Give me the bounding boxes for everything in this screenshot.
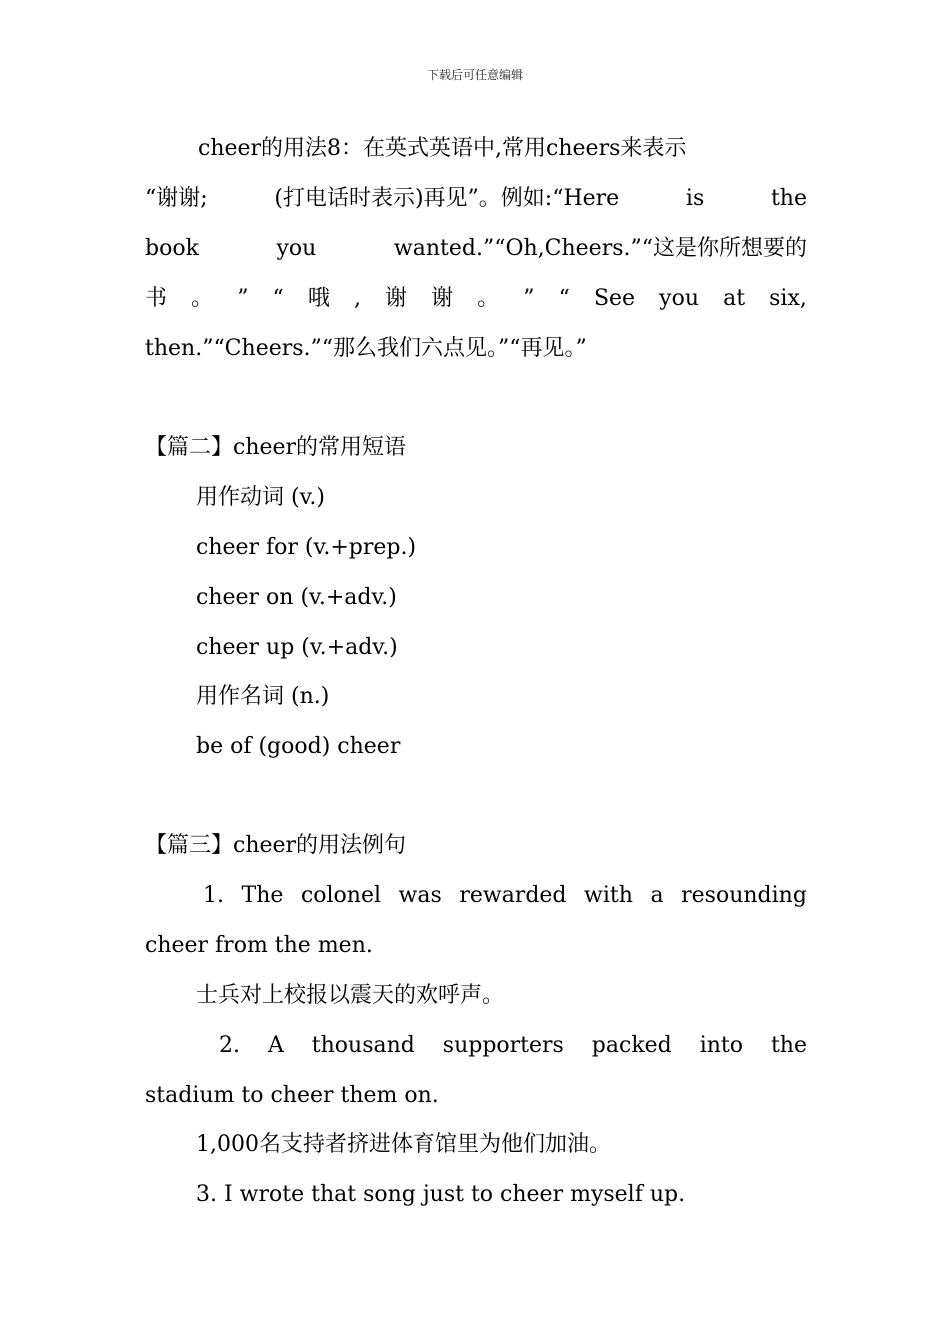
- word: “: [272, 286, 284, 311]
- word: book: [145, 236, 199, 261]
- word: the: [770, 186, 807, 211]
- word: 哦: [307, 286, 330, 311]
- word: is: [685, 186, 705, 211]
- word: 谢: [431, 286, 454, 311]
- word: ”: [237, 286, 249, 311]
- word: a: [650, 883, 664, 908]
- word: (打电话时表示)再见”。例如:“Here: [274, 186, 620, 211]
- paragraph-line: cheer的用法8：在英式英语中,常用cheers来表示: [198, 136, 687, 161]
- word: 谢: [385, 286, 408, 311]
- word: A: [267, 1033, 284, 1058]
- paragraph-line: [145, 184, 807, 214]
- paragraph-line: then.”“Cheers.”“那么我们六点见。”“再见。”: [145, 336, 587, 361]
- example-line: cheer from the men.: [145, 933, 373, 958]
- example-line: [219, 1031, 807, 1061]
- example-line: stadium to cheer them on.: [145, 1083, 439, 1108]
- word: supporters: [442, 1033, 564, 1058]
- phrase-item: cheer for (v.+prep.): [196, 535, 417, 560]
- word: at: [723, 286, 746, 311]
- paragraph-line: [145, 234, 807, 264]
- word: thousand: [311, 1033, 415, 1058]
- word: “: [558, 286, 570, 311]
- word: The: [241, 883, 284, 908]
- phrase-item: be of (good) cheer: [196, 734, 401, 759]
- phrase-item: 用作名词 (n.): [196, 684, 330, 709]
- word: with: [584, 883, 633, 908]
- section-title: 【篇三】cheer的用法例句: [145, 833, 407, 858]
- word: See: [593, 286, 636, 311]
- example-line: [203, 881, 807, 911]
- word: 。: [477, 286, 500, 311]
- example-translation: 士兵对上校报以震天的欢呼声。: [196, 983, 505, 1008]
- word: wanted.”“Oh,Cheers.”“这是你所想要的: [393, 236, 807, 261]
- word: ”: [523, 286, 535, 311]
- word: resounding: [681, 883, 807, 908]
- word: 书: [145, 286, 168, 311]
- word: colonel: [300, 883, 382, 908]
- phrase-item: 用作动词 (v.): [196, 485, 325, 510]
- word: you: [276, 236, 317, 261]
- example-line: 3. I wrote that song just to cheer myself up.: [196, 1182, 686, 1207]
- phrase-item: cheer up (v.+adv.): [196, 635, 398, 660]
- word: “谢谢;: [145, 186, 208, 211]
- example-translation: 1,000名支持者挤进体育馆里为他们加油。: [196, 1132, 611, 1157]
- word: six,: [769, 286, 807, 311]
- word: the: [770, 1033, 807, 1058]
- word: into: [699, 1033, 743, 1058]
- word: ,: [353, 286, 361, 311]
- page-header: 下载后可任意编辑: [426, 68, 523, 82]
- word: rewarded: [459, 883, 567, 908]
- word: 1.: [203, 883, 224, 908]
- phrase-item: cheer on (v.+adv.): [196, 585, 397, 610]
- section-title: 【篇二】cheer的常用短语: [145, 435, 407, 460]
- paragraph-line: [145, 284, 807, 314]
- word: was: [398, 883, 442, 908]
- word: you: [659, 286, 699, 311]
- word: 。: [191, 286, 214, 311]
- word: packed: [591, 1033, 672, 1058]
- word: 2.: [219, 1033, 240, 1058]
